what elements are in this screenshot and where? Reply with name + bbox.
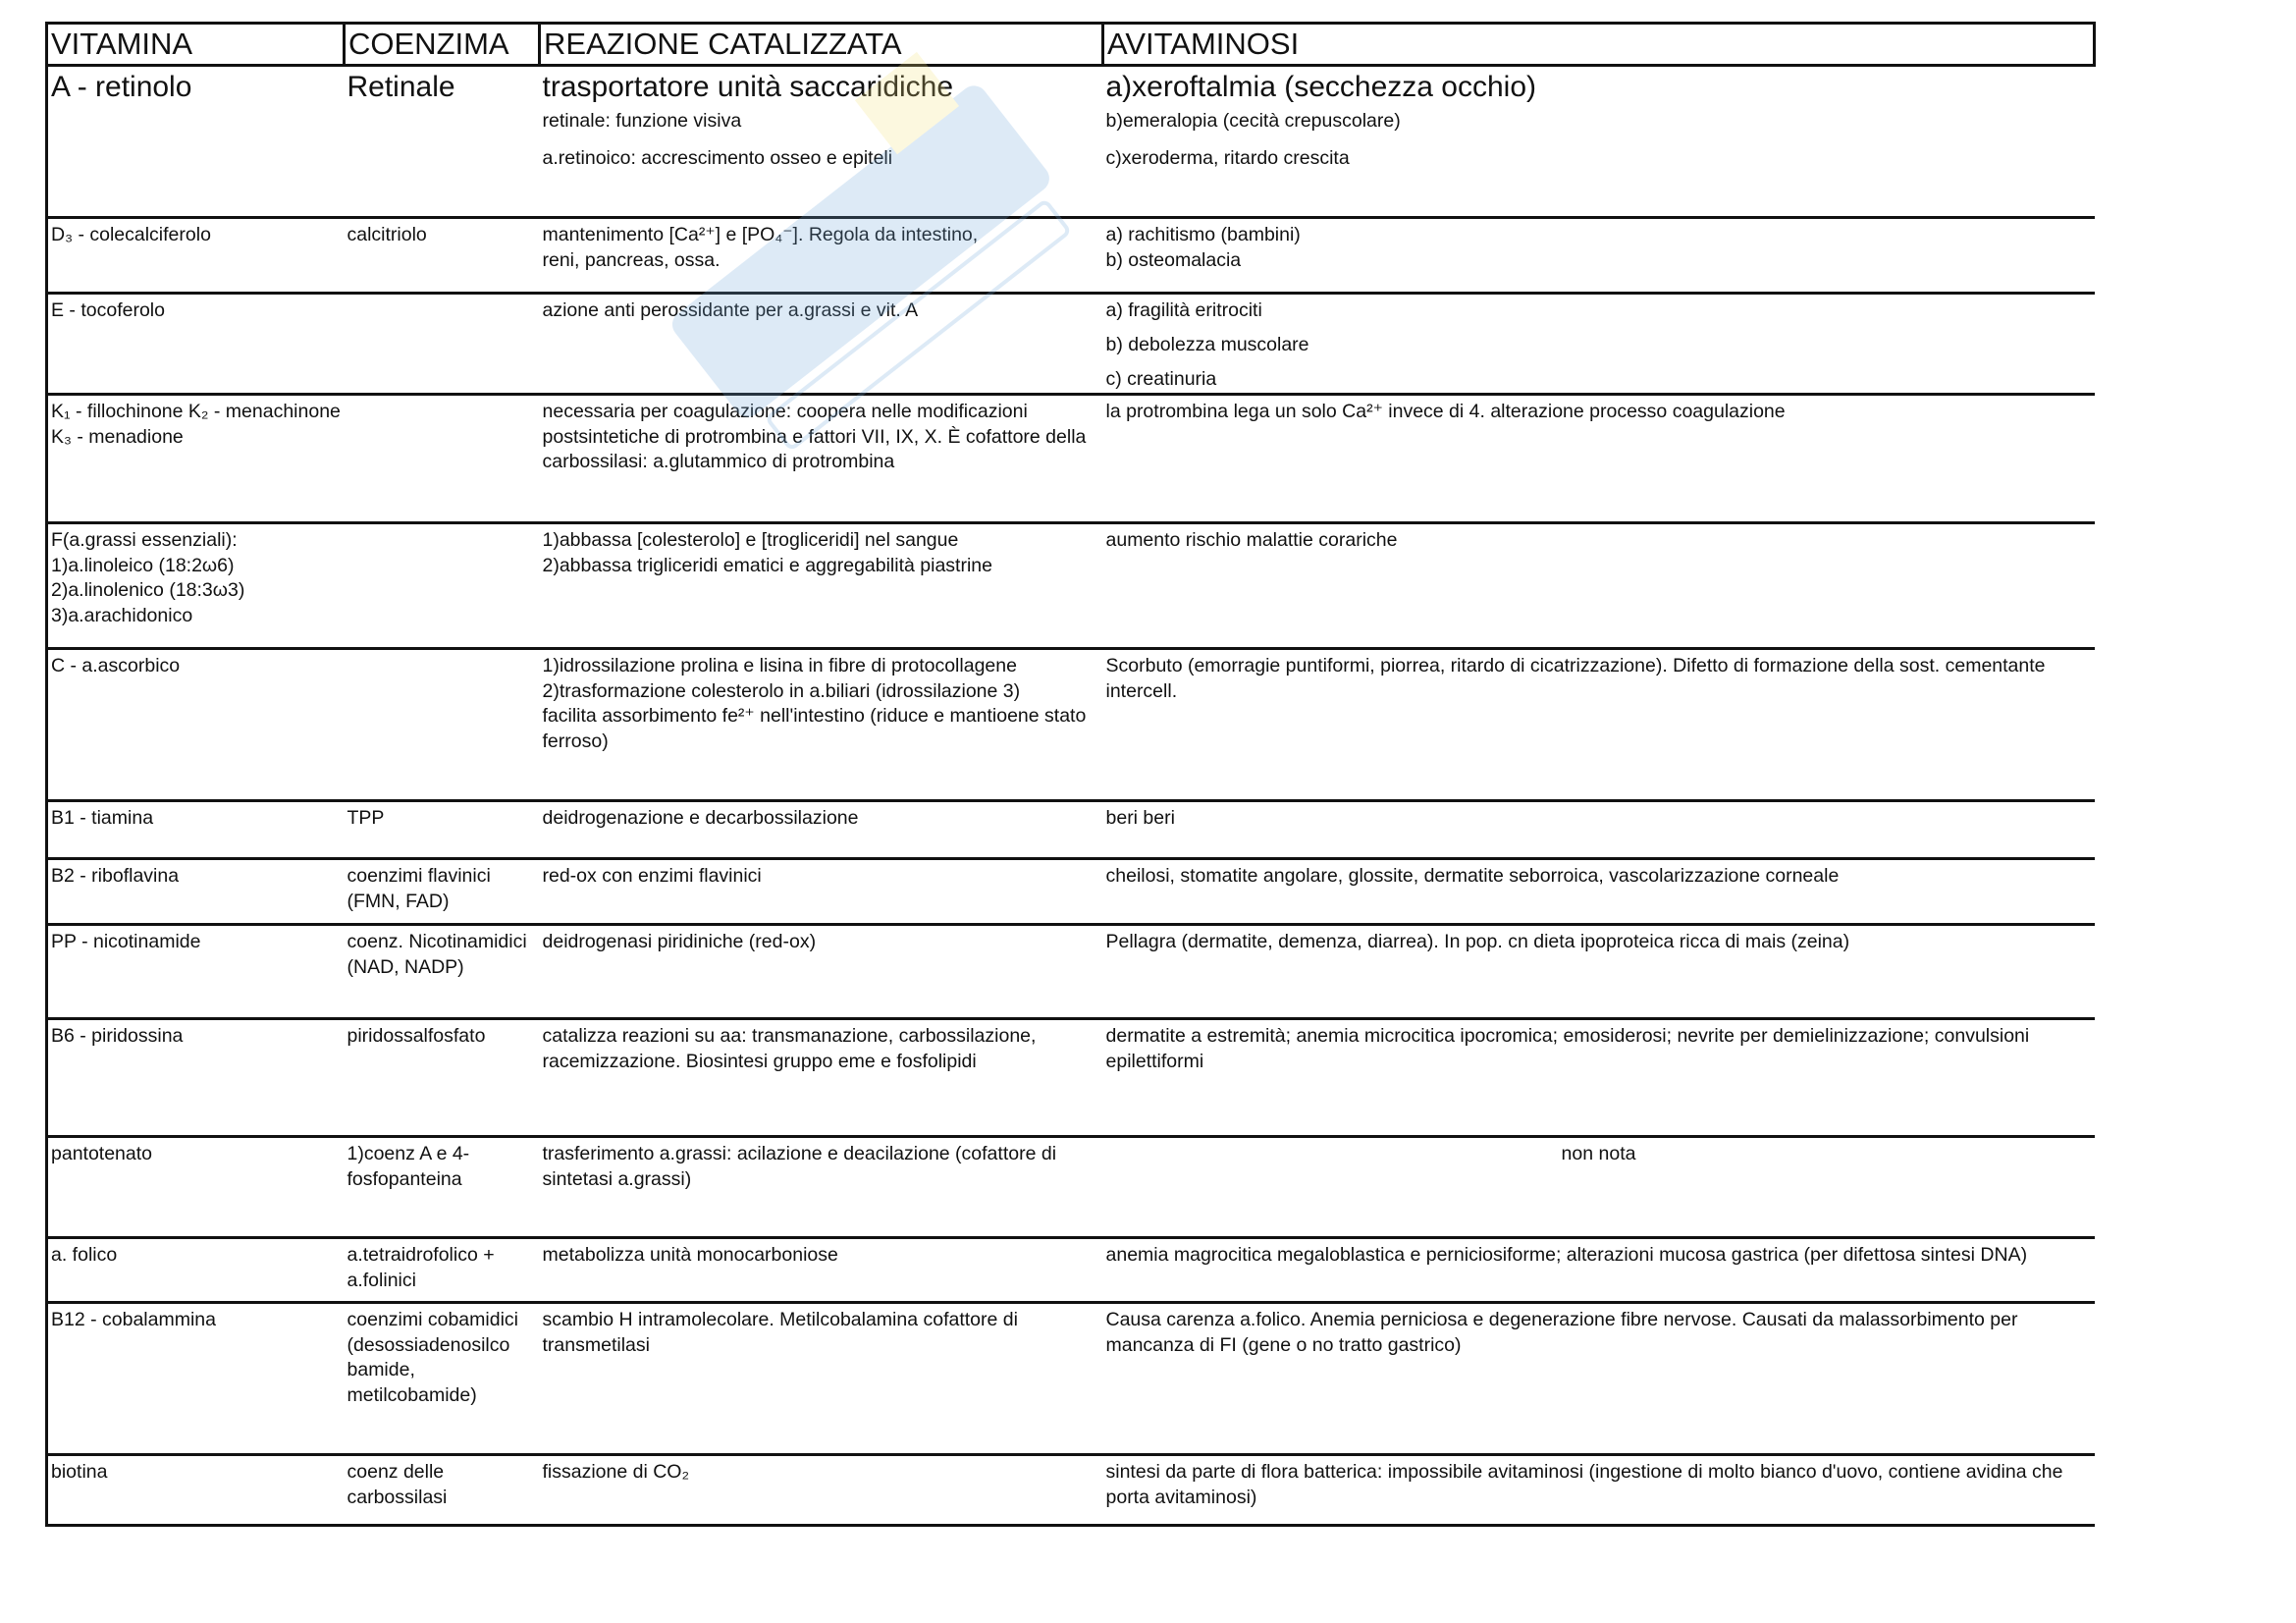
- cell-vitamina: biotina: [47, 1455, 345, 1526]
- cell-avitaminosi: Causa carenza a.folico. Anemia perniciosa e degenerazione fibre nervose. Causati da malassorbimento per mancanza di FI (gene o no tratto gastrico): [1103, 1303, 2095, 1455]
- cell-vitamina: pantotenato: [47, 1137, 345, 1238]
- table-row: [47, 649, 2095, 801]
- cell-vitamina: D₃ - colecalciferolo: [47, 218, 345, 294]
- cell-reazione: azione anti perossidante per a.grassi e vit. A: [540, 294, 1103, 395]
- cell-avitaminosi: la protrombina lega un solo Ca²⁺ invece di 4. alterazione processo coagulazione: [1103, 395, 2095, 523]
- header-avitaminosi: AVITAMINOSI: [1103, 24, 2095, 66]
- cell-vitamina: C - a.ascorbico: [47, 649, 345, 801]
- cell-vitamina: a. folico: [47, 1238, 345, 1303]
- cell-coenzima: coenzimi flavinici (FMN, FAD): [345, 859, 540, 925]
- table-row: [47, 395, 2095, 523]
- cell-coenzima: 1)coenz A e 4-fosfopanteina: [345, 1137, 540, 1238]
- cell-coenzima: coenzimi cobamidici (desossiadenosilco bamide, metilcobamide): [345, 1303, 540, 1455]
- cell-coenzima: [345, 523, 540, 649]
- cell-avitaminosi: Pellagra (dermatite, demenza, diarrea). In pop. cn dieta ipoproteica ricca di mais (zeina): [1103, 925, 2095, 1019]
- table-row: [47, 801, 2095, 859]
- cell-reazione: red-ox con enzimi flavinici: [540, 859, 1103, 925]
- cell-reazione: deidrogenazione e decarbossilazione: [540, 801, 1103, 859]
- table-row: [47, 925, 2095, 1019]
- table-row: [47, 1303, 2095, 1455]
- table-row: [47, 66, 2095, 218]
- cell-coenzima: piridossalfosfato: [345, 1019, 540, 1137]
- cell-vitamina: K₁ - fillochinone K₂ - menachinone K₃ - menadione: [47, 395, 345, 523]
- header-row: [47, 24, 2095, 66]
- cell-coenzima: [345, 649, 540, 801]
- cell-coenzima: TPP: [345, 801, 540, 859]
- cell-coenzima: [345, 294, 540, 395]
- cell-coenzima: coenz. Nicotinamidici (NAD, NADP): [345, 925, 540, 1019]
- cell-reazione: mantenimento [Ca²⁺] e [PO₄⁻]. Regola da intestino, reni, pancreas, ossa.: [540, 218, 1103, 294]
- cell-reazione: 1)idrossilazione prolina e lisina in fibre di protocollagene 2)trasformazione colesterolo in a.biliari (idrossilazione 3) facilita assorbimento fe²⁺ nell'intestino (riduce e mantioene stato ferroso): [540, 649, 1103, 801]
- table-row: [47, 1238, 2095, 1303]
- cell-reazione: trasportatore unità saccaridiche retinale: funzione visiva a.retinoico: accrescimento osseo e epiteli: [540, 66, 1103, 218]
- cell-avitaminosi: a) fragilità eritrociti b) debolezza muscolare c) creatinuria: [1103, 294, 2095, 395]
- header-vitamina: VITAMINA: [47, 24, 345, 66]
- cell-coenzima: coenz delle carbossilasi: [345, 1455, 540, 1526]
- cell-coenzima: calcitriolo: [345, 218, 540, 294]
- cell-avitaminosi: non nota: [1103, 1137, 2095, 1238]
- cell-coenzima: a.tetraidrofolico + a.folinici: [345, 1238, 540, 1303]
- cell-reazione: deidrogenasi piridiniche (red-ox): [540, 925, 1103, 1019]
- cell-avitaminosi: sintesi da parte di flora batterica: impossibile avitaminosi (ingestione di molto bianco d'uovo, contiene avidina che porta avitaminosi): [1103, 1455, 2095, 1526]
- cell-avitaminosi: anemia magrocitica megaloblastica e perniciosiforme; alterazioni mucosa gastrica (per difettosa sintesi DNA): [1103, 1238, 2095, 1303]
- cell-vitamina: E - tocoferolo: [47, 294, 345, 395]
- vitamin-table: [45, 22, 2096, 1527]
- cell-reazione: necessaria per coagulazione: coopera nelle modificazioni postsintetiche di protrombina e fattori VII, IX, X. È cofattore della carbossilasi: a.glutammico di protrombina: [540, 395, 1103, 523]
- cell-avitaminosi: a) rachitismo (bambini) b) osteomalacia: [1103, 218, 2095, 294]
- cell-reazione: catalizza reazioni su aa: transmanazione, carbossilazione, racemizzazione. Biosintesi gruppo eme e fosfolipidi: [540, 1019, 1103, 1137]
- cell-reazione: 1)abbassa [colesterolo] e [trogliceridi] nel sangue 2)abbassa trigliceridi ematici e aggregabilità piastrine: [540, 523, 1103, 649]
- table-row: [47, 1455, 2095, 1526]
- cell-vitamina: A - retinolo: [47, 66, 345, 218]
- cell-vitamina: B12 - cobalammina: [47, 1303, 345, 1455]
- cell-avitaminosi: beri beri: [1103, 801, 2095, 859]
- table-row: [47, 218, 2095, 294]
- cell-avitaminosi: Scorbuto (emorragie puntiformi, piorrea, ritardo di cicatrizzazione). Difetto di formazione della sost. cementante intercell.: [1103, 649, 2095, 801]
- cell-reazione: scambio H intramolecolare. Metilcobalamina cofattore di transmetilasi: [540, 1303, 1103, 1455]
- cell-coenzima: [345, 395, 540, 523]
- cell-avitaminosi: dermatite a estremità; anemia microcitica ipocromica; emosiderosi; nevrite per demielinizzazione; convulsioni epilettiformi: [1103, 1019, 2095, 1137]
- cell-coenzima: Retinale: [345, 66, 540, 218]
- table-row: [47, 1137, 2095, 1238]
- cell-vitamina: PP - nicotinamide: [47, 925, 345, 1019]
- cell-vitamina: B1 - tiamina: [47, 801, 345, 859]
- cell-reazione: trasferimento a.grassi: acilazione e deacilazione (cofattore di sintetasi a.grassi): [540, 1137, 1103, 1238]
- cell-reazione: fissazione di CO₂: [540, 1455, 1103, 1526]
- table-row: [47, 1019, 2095, 1137]
- cell-reazione: metabolizza unità monocarboniose: [540, 1238, 1103, 1303]
- table-row: [47, 859, 2095, 925]
- cell-vitamina: F(a.grassi essenziali): 1)a.linoleico (18:2ω6) 2)a.linolenico (18:3ω3) 3)a.arachidonico: [47, 523, 345, 649]
- cell-vitamina: B2 - riboflavina: [47, 859, 345, 925]
- cell-avitaminosi: cheilosi, stomatite angolare, glossite, dermatite seborroica, vascolarizzazione corneale: [1103, 859, 2095, 925]
- vitamin-sheet: [45, 22, 2093, 1527]
- table-row: [47, 294, 2095, 395]
- header-reazione: REAZIONE CATALIZZATA: [540, 24, 1103, 66]
- cell-vitamina: B6 - piridossina: [47, 1019, 345, 1137]
- cell-avitaminosi: aumento rischio malattie corariche: [1103, 523, 2095, 649]
- table-row: [47, 523, 2095, 649]
- header-coenzima: COENZIMA: [345, 24, 540, 66]
- cell-avitaminosi: a)xeroftalmia (secchezza occhio) b)emeralopia (cecità crepuscolare) c)xeroderma, ritardo crescita: [1103, 66, 2095, 218]
